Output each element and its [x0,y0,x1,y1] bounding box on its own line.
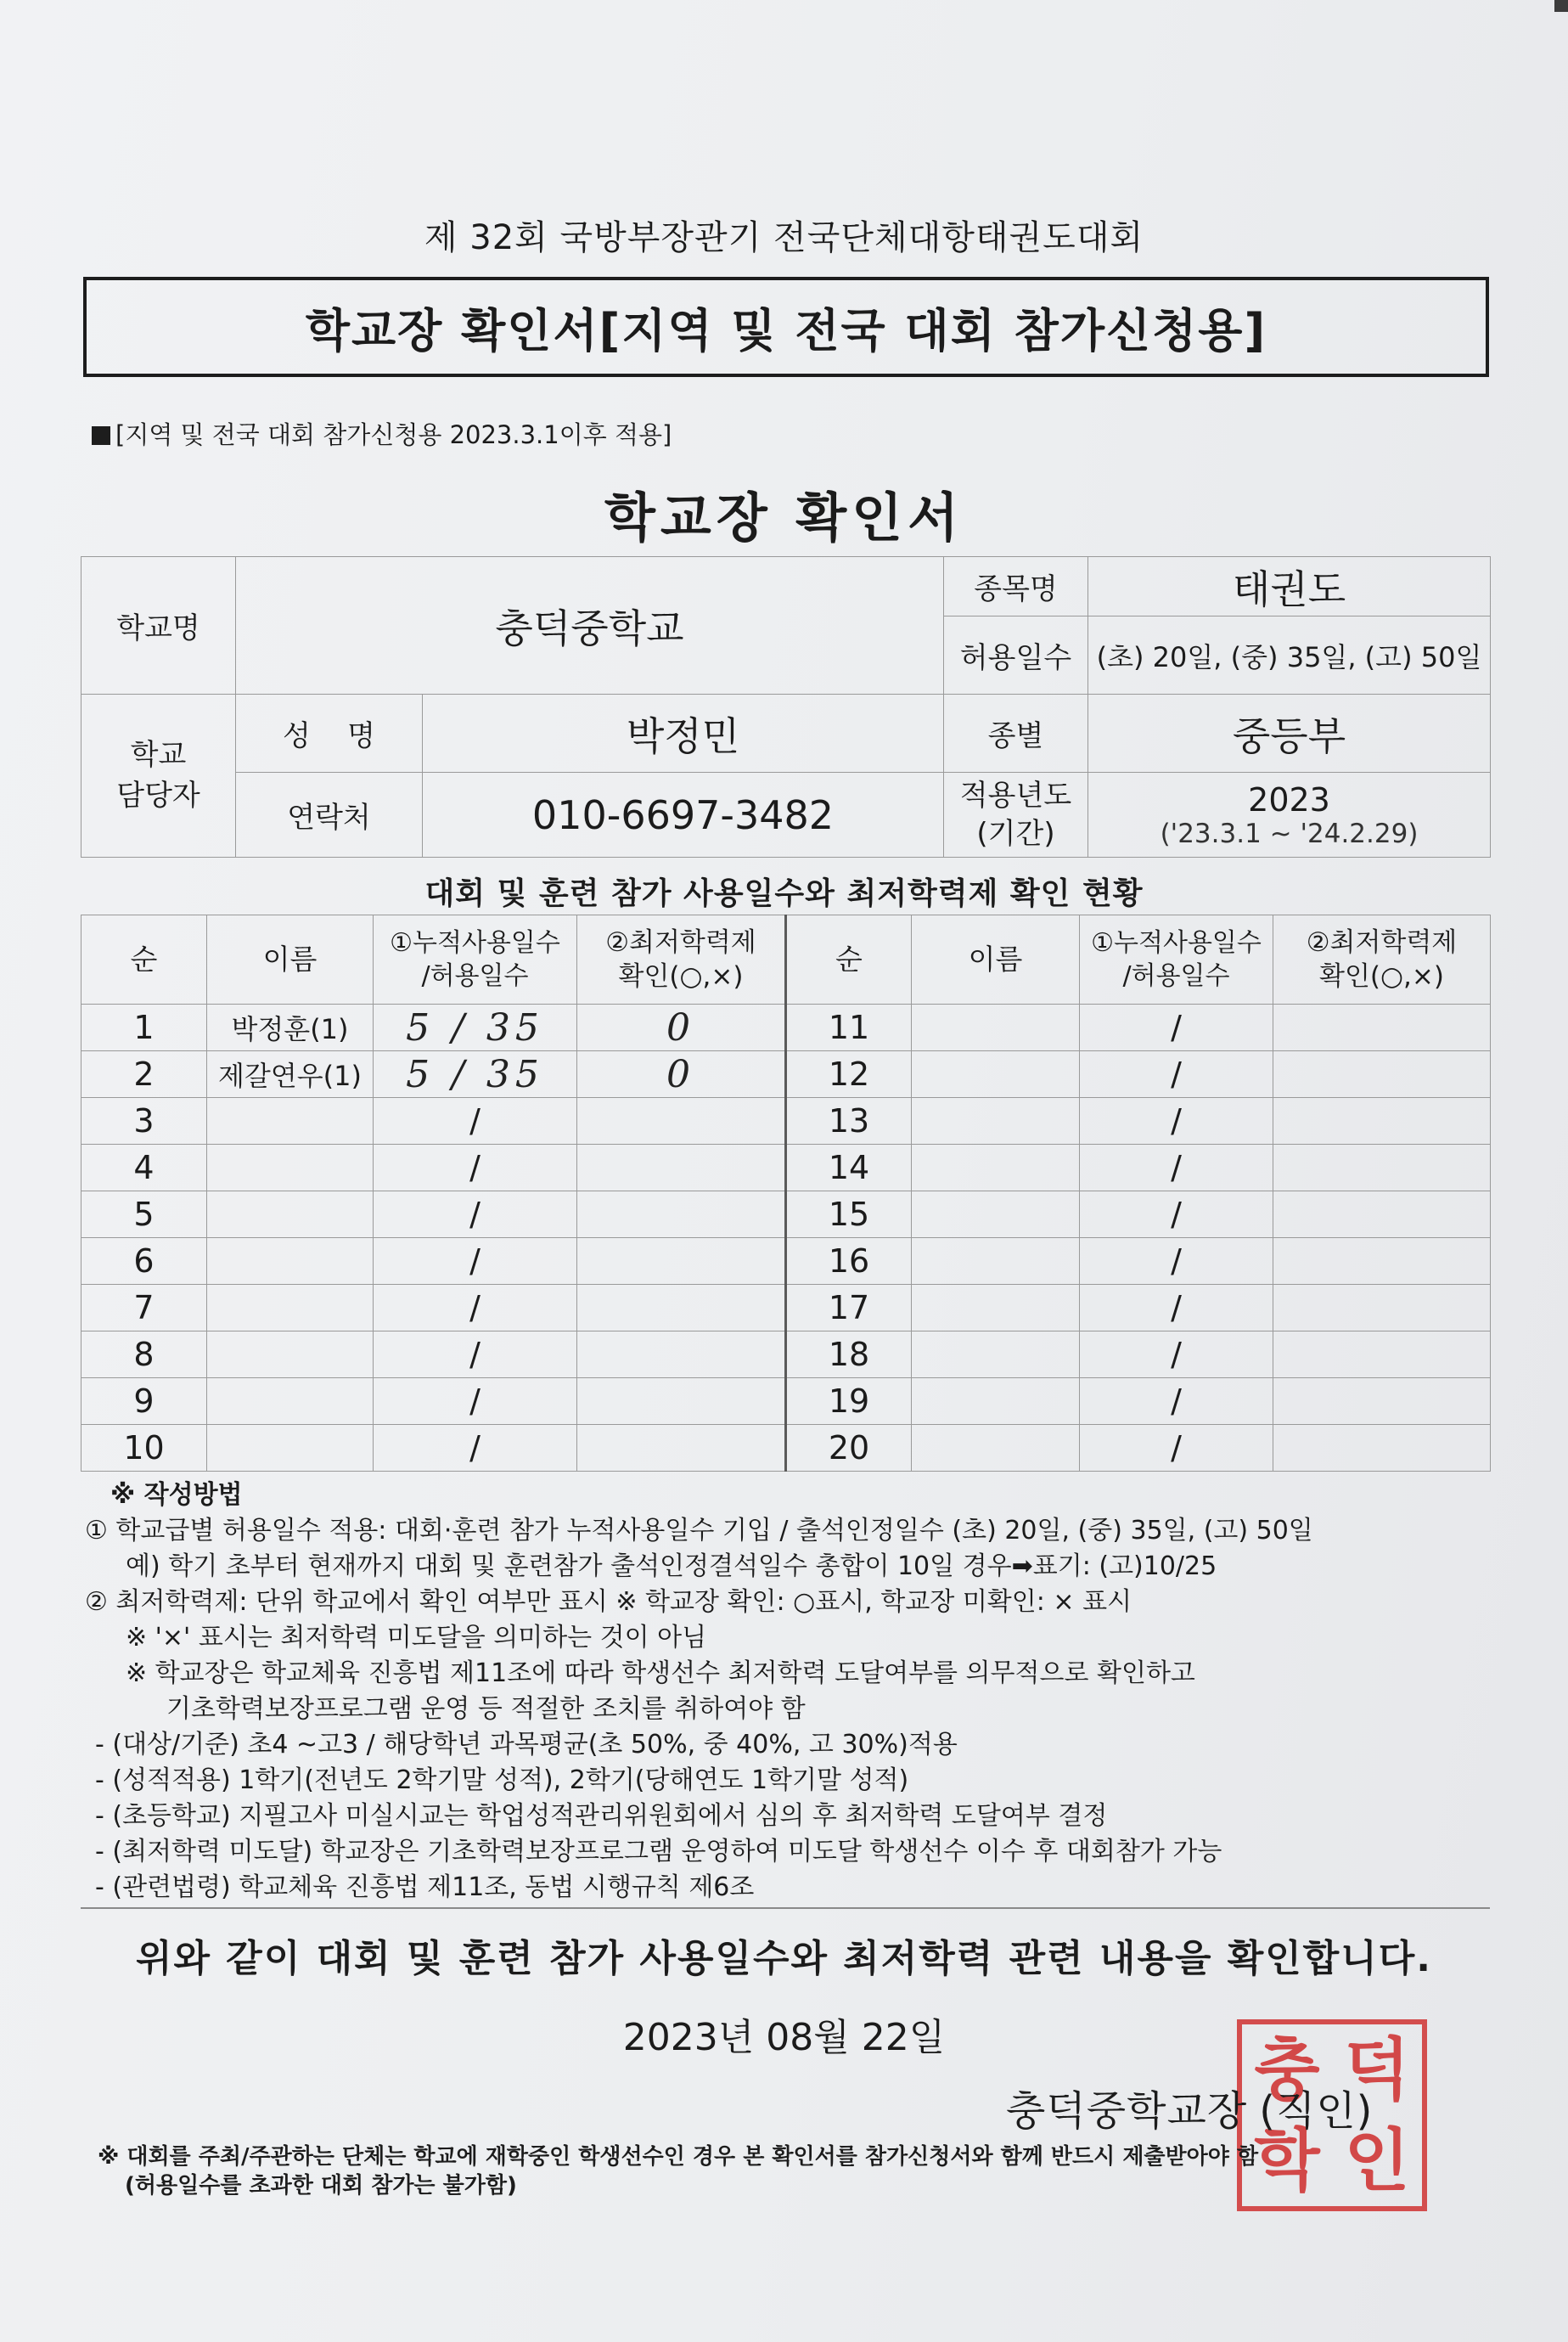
allowed-days-value: (초) 20일, (중) 35일, (고) 50일 [1088,616,1491,695]
min-academic-check [577,1005,786,1051]
contact-value: 010-6697-3482 [423,773,944,858]
principal-signature-line [1006,2078,1373,2137]
method-line: 예) 학기 초부터 현재까지 대회 및 훈련참가 출석인정결석일수 총합이 10일 경우➡표기: (고)10/25 [126,1551,1217,1581]
confirmation-statement: 위와 같이 대회 및 훈련 참가 사용일수와 최저학력 관련 내용을 확인합니다. [135,1937,1432,1980]
min-academic-check [577,1191,786,1238]
table-row [81,1191,1491,1238]
school-name-value: 충덕중학교 [236,557,944,695]
col-header-no: 순 [786,915,912,1005]
min-academic-check [1273,1005,1491,1051]
main-title: 학교장 확인서 [604,487,964,549]
row-number: 11 [786,1005,912,1051]
min-academic-check [577,1238,786,1285]
table-row [81,1378,1491,1425]
method-line: ※ '×' 표시는 최저학력 미도달을 의미하는 것이 아님 [126,1623,707,1652]
row-number: 15 [786,1191,912,1238]
row-number: 20 [786,1425,912,1472]
student-name [912,1005,1080,1051]
table-row [81,1051,1491,1098]
col-header-check: ②최저학력제 확인(○,×) [577,915,786,1005]
divider [81,1907,1490,1909]
student-name [912,1098,1080,1145]
method-line: - (관련법령) 학교체육 진흥법 제11조, 동법 시행규칙 제6조 [95,1872,755,1902]
row-number: 13 [786,1098,912,1145]
method-line: - (대상/기준) 초4 ~고3 / 해당학년 과목평균(초 50%, 중 40%, 고 30%)적용 [95,1730,958,1759]
student-name: 제갈연우(1) [207,1051,374,1098]
dark-corner [1554,0,1568,12]
apply-year-cell [1088,773,1491,858]
min-academic-check-handwriting: 0 [666,1005,695,1050]
days-used: / [1080,1098,1273,1145]
event-title: 제 32회 국방부장관기 전국단체대항태권도대회 [424,218,1144,257]
apply-year-label: 적용년도 (기간) [944,773,1088,858]
footnote-line-1: ※ 대회를 주최/주관하는 단체는 학교에 재학중인 학생선수인 경우 본 확인서를 참가신청서와 함께 반드시 제출받아야 함 [98,2144,1259,2170]
sport-value: 태권도 [1088,557,1491,616]
days-used: / [374,1191,577,1238]
row-number: 7 [81,1285,207,1331]
row-number: 2 [81,1051,207,1098]
days-used: / [1080,1145,1273,1191]
days-used: / [1080,1331,1273,1378]
method-line: ① 학교급별 허용일수 적용: 대회·훈련 참가 누적사용일수 기입 / 출석인정일수 (초) 20일, (중) 35일, (고) 50일 [85,1516,1313,1545]
table-row [81,1005,1491,1051]
row-number: 14 [786,1145,912,1191]
days-used: / [374,1238,577,1285]
footnote-line-2: (허용일수를 초과한 대회 참가는 불가함) [125,2173,517,2198]
days-used [374,1051,577,1098]
col-header-days: ①누적사용일수 /허용일수 [374,915,577,1005]
seal-char: 학 [1254,2120,1320,2200]
student-name [207,1425,374,1472]
student-name [207,1098,374,1145]
seal-mark: (직인) [1259,2087,1374,2135]
row-number: 5 [81,1191,207,1238]
usage-table-body [81,1005,1491,1472]
min-academic-check-handwriting: 0 [666,1052,695,1096]
issue-date: 2023년 08월 22일 [622,2016,946,2059]
apply-note-text: [지역 및 전국 대회 참가신청용 2023.3.1이후 적용] [115,420,672,449]
days-used: / [1080,1378,1273,1425]
student-name [912,1425,1080,1472]
division-value: 중등부 [1088,695,1491,773]
student-name [207,1238,374,1285]
student-name [912,1051,1080,1098]
student-name [912,1145,1080,1191]
min-academic-check [1273,1098,1491,1145]
apply-year-period: ('23.3.1 ~ '24.2.29) [1160,818,1419,849]
row-number: 4 [81,1145,207,1191]
days-used: / [374,1145,577,1191]
row-number: 12 [786,1051,912,1098]
table-row [81,1238,1491,1285]
days-used: / [374,1378,577,1425]
min-academic-check [1273,1145,1491,1191]
days-used: / [374,1098,577,1145]
usage-table [81,915,1491,1472]
student-name [207,1191,374,1238]
manager-name-value: 박정민 [423,695,944,773]
method-line: 기초학력보장프로그램 운영 등 적절한 조치를 취하여야 함 [166,1694,806,1724]
student-name: 박정훈(1) [207,1005,374,1051]
min-academic-check [1273,1331,1491,1378]
contact-label: 연락처 [236,773,423,858]
col-header-name: 이름 [207,915,374,1005]
seal-char: 인 [1344,2120,1410,2200]
row-number: 1 [81,1005,207,1051]
days-used: / [1080,1191,1273,1238]
min-academic-check [1273,1378,1491,1425]
manager-label: 학교 담당자 [81,695,236,858]
min-academic-check [1273,1285,1491,1331]
seal-char: 덕 [1344,2030,1410,2109]
row-number: 9 [81,1378,207,1425]
min-academic-check [1273,1425,1491,1472]
student-name [912,1191,1080,1238]
col-header-name: 이름 [912,915,1080,1005]
row-number: 18 [786,1331,912,1378]
method-line: - (최저학력 미도달) 학교장은 기초학력보장프로그램 운영하여 미도달 학생선수 이수 후 대회참가 가능 [95,1837,1222,1866]
method-line: ② 최저학력제: 단위 학교에서 확인 여부만 표시 ※ 학교장 확인: ○표시, 학교장 미확인: × 표시 [85,1587,1132,1617]
manager-name-label: 성 명 [236,695,423,773]
table-row [81,1285,1491,1331]
student-name [912,1285,1080,1331]
student-name [207,1378,374,1425]
student-name [912,1378,1080,1425]
row-number: 3 [81,1098,207,1145]
method-heading: ※ 작성방법 [110,1480,243,1510]
school-name-label: 학교명 [81,557,236,695]
row-number: 6 [81,1238,207,1285]
student-name [912,1238,1080,1285]
student-name [207,1285,374,1331]
min-academic-check [577,1331,786,1378]
col-header-no: 순 [81,915,207,1005]
student-name [912,1331,1080,1378]
min-academic-check [1273,1051,1491,1098]
method-line: - (성적적용) 1학기(전년도 2학기말 성적), 2학기(당해연도 1학기말 성적) [95,1765,909,1795]
allowed-days-label: 허용일수 [944,616,1088,695]
school-info-table [81,556,1491,858]
days-used: / [374,1331,577,1378]
row-number: 10 [81,1425,207,1472]
min-academic-check [577,1378,786,1425]
writing-method [85,1478,1528,1906]
min-academic-check [577,1098,786,1145]
seal-char: 충 [1254,2030,1320,2109]
row-number: 8 [81,1331,207,1378]
table-row [81,1145,1491,1191]
min-academic-check [577,1285,786,1331]
method-line: - (초등학교) 지필고사 미실시교는 학업성적관리위원회에서 심의 후 최저학력 도달여부 결정 [95,1801,1108,1831]
student-name [207,1331,374,1378]
min-academic-check [1273,1238,1491,1285]
square-bullet-icon [92,426,110,445]
method-line: ※ 학교장은 학교체육 진흥법 제11조에 따라 학생선수 최저학력 도달여부를 의무적으로 확인하고 [126,1658,1195,1688]
document-title: 학교장 확인서[지역 및 전국 대회 참가신청용] [305,303,1267,357]
days-used: / [1080,1005,1273,1051]
student-name [207,1145,374,1191]
min-academic-check [577,1425,786,1472]
days-used: / [1080,1425,1273,1472]
apply-year-value: 2023 [1248,780,1330,819]
row-number: 17 [786,1285,912,1331]
section-title: 대회 및 훈련 참가 사용일수와 최저학력제 확인 현황 [424,876,1144,911]
days-used-handwriting: 5 / 35 [406,1052,544,1096]
days-used: / [374,1285,577,1331]
days-used-handwriting: 5 / 35 [406,1005,544,1050]
col-header-days: ①누적사용일수 /허용일수 [1080,915,1273,1005]
min-academic-check [1273,1191,1491,1238]
table-row [81,1098,1491,1145]
days-used: / [1080,1285,1273,1331]
row-number: 19 [786,1378,912,1425]
document-title-box [83,277,1489,377]
min-academic-check [577,1051,786,1098]
min-academic-check [577,1145,786,1191]
days-used: / [1080,1051,1273,1098]
col-header-check: ②최저학력제 확인(○,×) [1273,915,1491,1005]
apply-note [92,416,672,451]
table-row [81,1331,1491,1378]
days-used [374,1005,577,1051]
footnote [98,2142,1490,2200]
division-label: 종별 [944,695,1088,773]
days-used: / [1080,1238,1273,1285]
sport-label: 종목명 [944,557,1088,616]
table-row [81,1425,1491,1472]
row-number: 16 [786,1238,912,1285]
principal-title: 충덕중학교장 [1006,2087,1248,2135]
days-used: / [374,1425,577,1472]
